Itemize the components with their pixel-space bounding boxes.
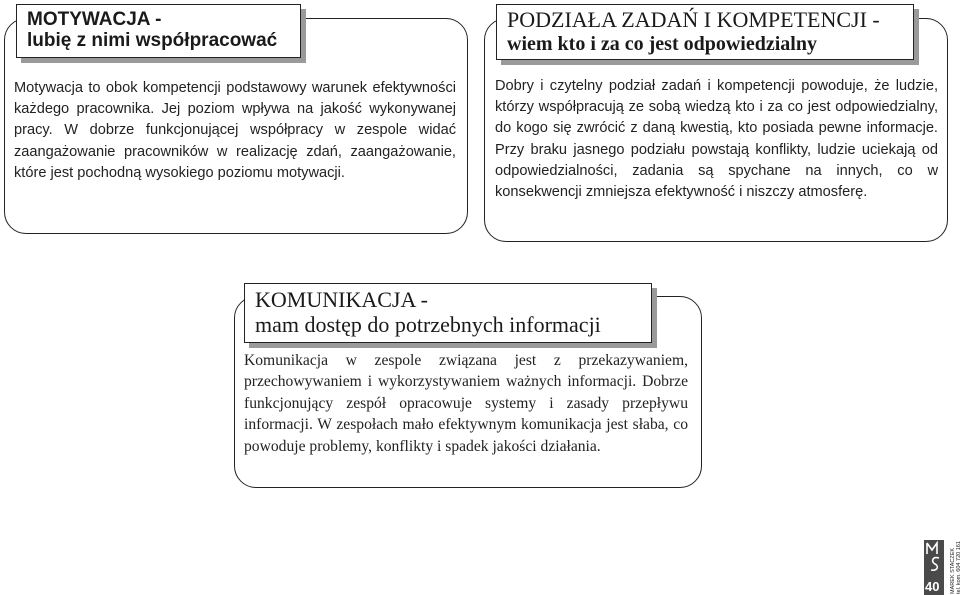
- author-info: [950, 541, 962, 594]
- podzial-text: Dobry i czytelny podział zadań i kompetencji powoduje, że ludzie, którzy współpracują ze sobą wiedzą kto i za co jest odpowiedzialny, do kogo się zwrócić z daną kwestią, kto posiada pewne informacje. Przy braku jasnego podziału powstają konflikty, ludzie uciekają od odpowiedzialności, zadania są spychane na innych, co w konsekwencji zmniejsza efektywność i niszczy atmosferę.: [495, 78, 938, 201]
- motywacja-heading: [16, 4, 301, 58]
- komunikacja-heading-line2: mam dostęp do potrzebnych informacji: [255, 311, 601, 337]
- komunikacja-heading-line1: KOMUNIKACJA -: [255, 287, 428, 312]
- podzial-heading-line1: PODZIAŁA ZADAŃ I KOMPETENCJI -: [507, 7, 880, 32]
- motywacja-text: Motywacja to obok kompetencji podstawowy warunek efektywności każdego pracownika. Jej poziom wpływa na jakość wykonywanej pracy. W dobrze funkcjonującej współpracy w zespole widać zaangażowanie pracowników w realizację zdań, zaangażowanie, które jest pochodną wysokiego poziomu motywacji.: [14, 80, 456, 181]
- motywacja-heading-line1: MOTYWACJA -: [27, 9, 162, 30]
- podzial-heading: [496, 4, 914, 60]
- komunikacja-text: Komunikacja w zespole związana jest z przekazywaniem, przechowywaniem i wykorzystywaniem ważnych informacji. Dobrze funkcjonujący zespół opracowuje systemy i zasady przepływu informacji. W zespołach mało efektywnym komunikacja jest słaba, co powoduje problemy, konflikty i spadek jakości działania.: [244, 352, 688, 455]
- page-footer: [924, 540, 960, 595]
- motywacja-heading-line2: lubię z nimi współpracować: [27, 30, 278, 52]
- author-phone: tel. kom. 604 720 161: [956, 541, 962, 594]
- ms-logo-icon: [924, 540, 944, 574]
- podzial-heading-line2: wiem kto i za co jest odpowiedzialny: [507, 32, 817, 55]
- page-number: 40: [925, 579, 940, 594]
- komunikacja-heading: [244, 283, 652, 343]
- author-name: MAREK STACZEK: [950, 547, 956, 594]
